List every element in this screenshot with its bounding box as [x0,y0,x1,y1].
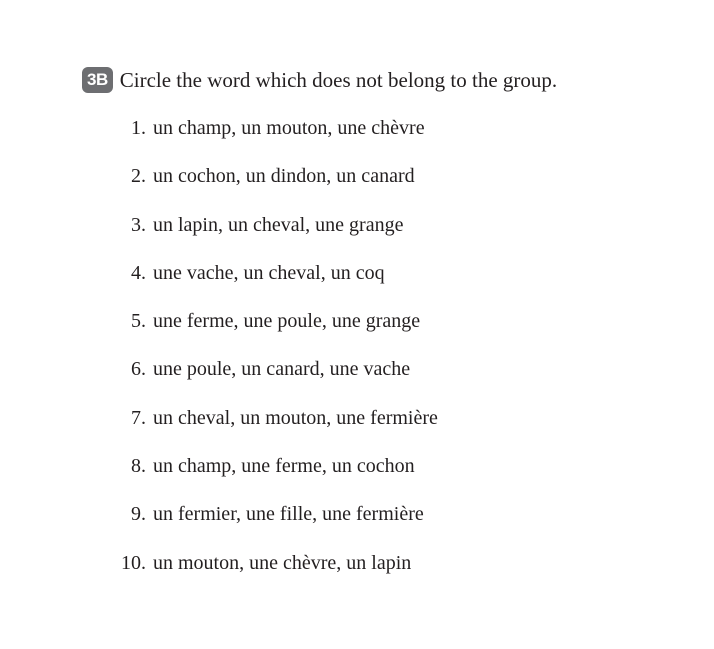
item-text[interactable]: une ferme, une poule, une grange [153,310,421,333]
item-number: 4. [131,261,146,284]
item-number: 6. [131,358,146,381]
item-text[interactable]: un champ, une ferme, un cochon [153,455,415,478]
item-text[interactable]: un cheval, un mouton, une fermière [153,406,438,429]
exercise-3b [82,64,682,574]
exercise-heading [82,64,682,96]
exercise-instruction: Circle the word which does not belong to the group. [119,67,558,92]
item-number: 5. [131,310,146,333]
item-number: 8. [131,455,146,478]
item-number: 2. [131,165,146,188]
item-text[interactable]: une poule, un canard, une vache [153,358,411,381]
item-text[interactable]: un cochon, un dindon, un canard [153,165,415,188]
item-number: 3. [131,213,146,236]
item-text[interactable]: une vache, un cheval, un coq [153,261,385,284]
item-text[interactable]: un lapin, un cheval, une grange [153,213,404,236]
item-number: 7. [131,406,146,429]
item-number: 10. [121,551,146,574]
item-text[interactable]: un fermier, une fille, une fermière [153,503,424,526]
exercise-badge: 3B [82,67,113,93]
item-text[interactable]: un champ, un mouton, une chèvre [153,117,425,139]
item-text[interactable]: un mouton, une chèvre, un lapin [153,551,412,574]
item-number: 1. [131,117,146,139]
item-number: 9. [131,503,146,526]
